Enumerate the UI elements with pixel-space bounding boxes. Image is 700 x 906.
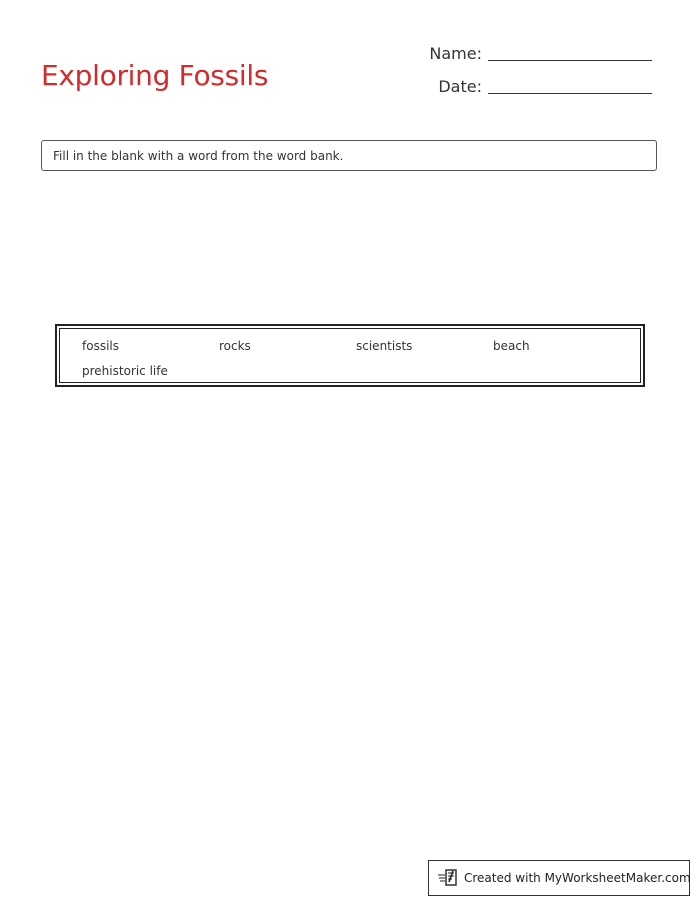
worksheet-maker-logo-icon <box>437 868 459 888</box>
word-bank-item: fossils <box>82 339 119 353</box>
word-bank-item: beach <box>493 339 530 353</box>
name-blank-line <box>488 60 652 61</box>
instructions-text: Fill in the blank with a word from the word bank. <box>53 148 344 163</box>
worksheet-title: Exploring Fossils <box>41 58 269 92</box>
footer-credit-text: Created with MyWorksheetMaker.com <box>464 871 691 885</box>
word-bank-item: scientists <box>356 339 413 353</box>
word-bank-item: rocks <box>219 339 251 353</box>
word-bank-inner-border <box>59 328 641 383</box>
word-bank-item: prehistoric life <box>82 364 168 378</box>
footer-badge[interactable] <box>428 860 690 896</box>
word-bank <box>55 324 645 387</box>
instructions-box <box>41 140 657 171</box>
date-blank-line <box>488 93 652 94</box>
name-label: Name: <box>429 44 482 63</box>
name-field <box>426 44 652 63</box>
date-field <box>426 77 652 96</box>
date-label: Date: <box>438 77 482 96</box>
